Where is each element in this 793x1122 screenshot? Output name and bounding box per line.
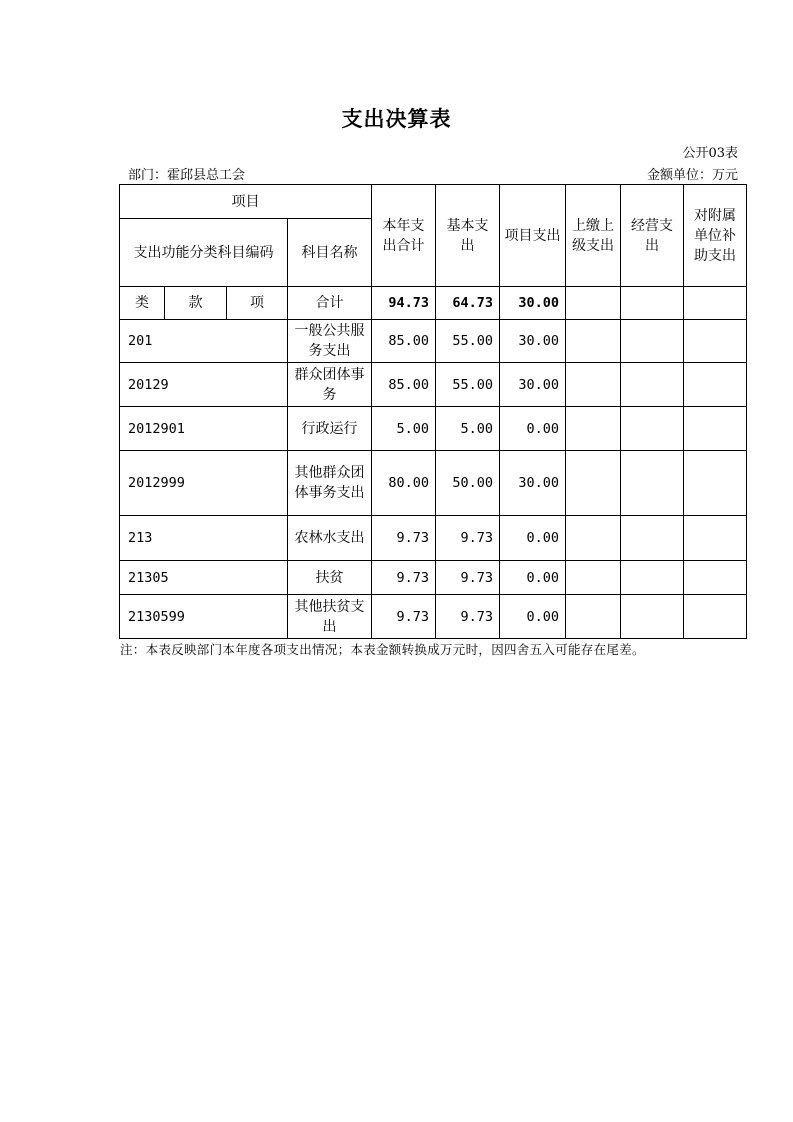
row-subsidiary xyxy=(684,407,747,451)
header-project-expense: 项目支出 xyxy=(500,185,566,287)
row-subsidiary xyxy=(684,363,747,407)
total-business xyxy=(621,287,684,320)
row-project-expense: 0.00 xyxy=(500,407,566,451)
form-number: 公开03表 xyxy=(682,146,738,161)
row-business xyxy=(621,561,684,595)
row-business xyxy=(621,595,684,639)
row-project-expense: 0.00 xyxy=(500,561,566,595)
row-name: 其他群众团体事务支出 xyxy=(288,451,372,516)
total-subsidiary xyxy=(684,287,747,320)
header-basic: 基本支出 xyxy=(436,185,500,287)
total-project-expense: 30.00 xyxy=(500,287,566,320)
row-subsidiary xyxy=(684,516,747,561)
row-business xyxy=(621,516,684,561)
row-code: 21305 xyxy=(120,561,288,595)
row-project-expense: 0.00 xyxy=(500,595,566,639)
row-basic: 9.73 xyxy=(436,561,500,595)
row-upper-payment xyxy=(566,595,621,639)
header-business: 经营支出 xyxy=(621,185,684,287)
row-name: 其他扶贫支出 xyxy=(288,595,372,639)
row-business xyxy=(621,451,684,516)
row-total: 85.00 xyxy=(372,320,436,363)
table-row xyxy=(120,561,747,595)
row-total: 9.73 xyxy=(372,595,436,639)
row-subsidiary xyxy=(684,595,747,639)
row-code: 20129 xyxy=(120,363,288,407)
row-subsidiary xyxy=(684,451,747,516)
expenditure-table xyxy=(119,184,747,639)
row-name: 农林水支出 xyxy=(288,516,372,561)
row-upper-payment xyxy=(566,451,621,516)
row-total: 9.73 xyxy=(372,561,436,595)
table-row xyxy=(120,516,747,561)
row-code: 2012999 xyxy=(120,451,288,516)
row-code: 201 xyxy=(120,320,288,363)
row-name: 行政运行 xyxy=(288,407,372,451)
row-total: 9.73 xyxy=(372,516,436,561)
row-name: 一般公共服务支出 xyxy=(288,320,372,363)
header-total: 本年支出合计 xyxy=(372,185,436,287)
header-lei: 类 xyxy=(120,287,165,320)
row-project-expense: 30.00 xyxy=(500,363,566,407)
table-row xyxy=(120,363,747,407)
row-project-expense: 30.00 xyxy=(500,320,566,363)
header-kuan: 款 xyxy=(165,287,227,320)
header-subsidiary: 对附属单位补助支出 xyxy=(684,185,747,287)
sum-label: 合计 xyxy=(288,287,372,320)
row-total: 85.00 xyxy=(372,363,436,407)
header-subject-name: 科目名称 xyxy=(288,219,372,287)
table-row xyxy=(120,320,747,363)
row-total: 5.00 xyxy=(372,407,436,451)
row-upper-payment xyxy=(566,407,621,451)
row-upper-payment xyxy=(566,320,621,363)
row-project-expense: 0.00 xyxy=(500,516,566,561)
header-upper-payment: 上缴上级支出 xyxy=(566,185,621,287)
row-basic: 55.00 xyxy=(436,363,500,407)
department-label: 部门：霍邱县总工会 xyxy=(128,168,246,183)
total-upper-payment xyxy=(566,287,621,320)
row-business xyxy=(621,407,684,451)
row-business xyxy=(621,363,684,407)
row-upper-payment xyxy=(566,561,621,595)
header-func-code: 支出功能分类科目编码 xyxy=(120,219,288,287)
row-subsidiary xyxy=(684,561,747,595)
row-basic: 50.00 xyxy=(436,451,500,516)
row-business xyxy=(621,320,684,363)
total-total: 94.73 xyxy=(372,287,436,320)
total-basic: 64.73 xyxy=(436,287,500,320)
row-project-expense: 30.00 xyxy=(500,451,566,516)
row-subsidiary xyxy=(684,320,747,363)
row-total: 80.00 xyxy=(372,451,436,516)
row-code: 213 xyxy=(120,516,288,561)
header-xiang: 项 xyxy=(227,287,288,320)
header-project: 项目 xyxy=(120,185,372,219)
totals-row xyxy=(120,287,747,320)
row-code: 2012901 xyxy=(120,407,288,451)
row-name: 扶贫 xyxy=(288,561,372,595)
amount-unit-label: 金额单位：万元 xyxy=(646,168,738,183)
row-basic: 5.00 xyxy=(436,407,500,451)
row-upper-payment xyxy=(566,516,621,561)
row-basic: 9.73 xyxy=(436,516,500,561)
row-basic: 9.73 xyxy=(436,595,500,639)
footnote: 注：本表反映部门本年度各项支出情况；本表金额转换成万元时，因四舍五入可能存在尾差。 xyxy=(120,642,645,657)
table-row xyxy=(120,407,747,451)
row-code: 2130599 xyxy=(120,595,288,639)
row-basic: 55.00 xyxy=(436,320,500,363)
row-name: 群众团体事务 xyxy=(288,363,372,407)
page-title: 支出决算表 xyxy=(341,106,452,131)
row-upper-payment xyxy=(566,363,621,407)
table-row xyxy=(120,451,747,516)
table-row xyxy=(120,595,747,639)
